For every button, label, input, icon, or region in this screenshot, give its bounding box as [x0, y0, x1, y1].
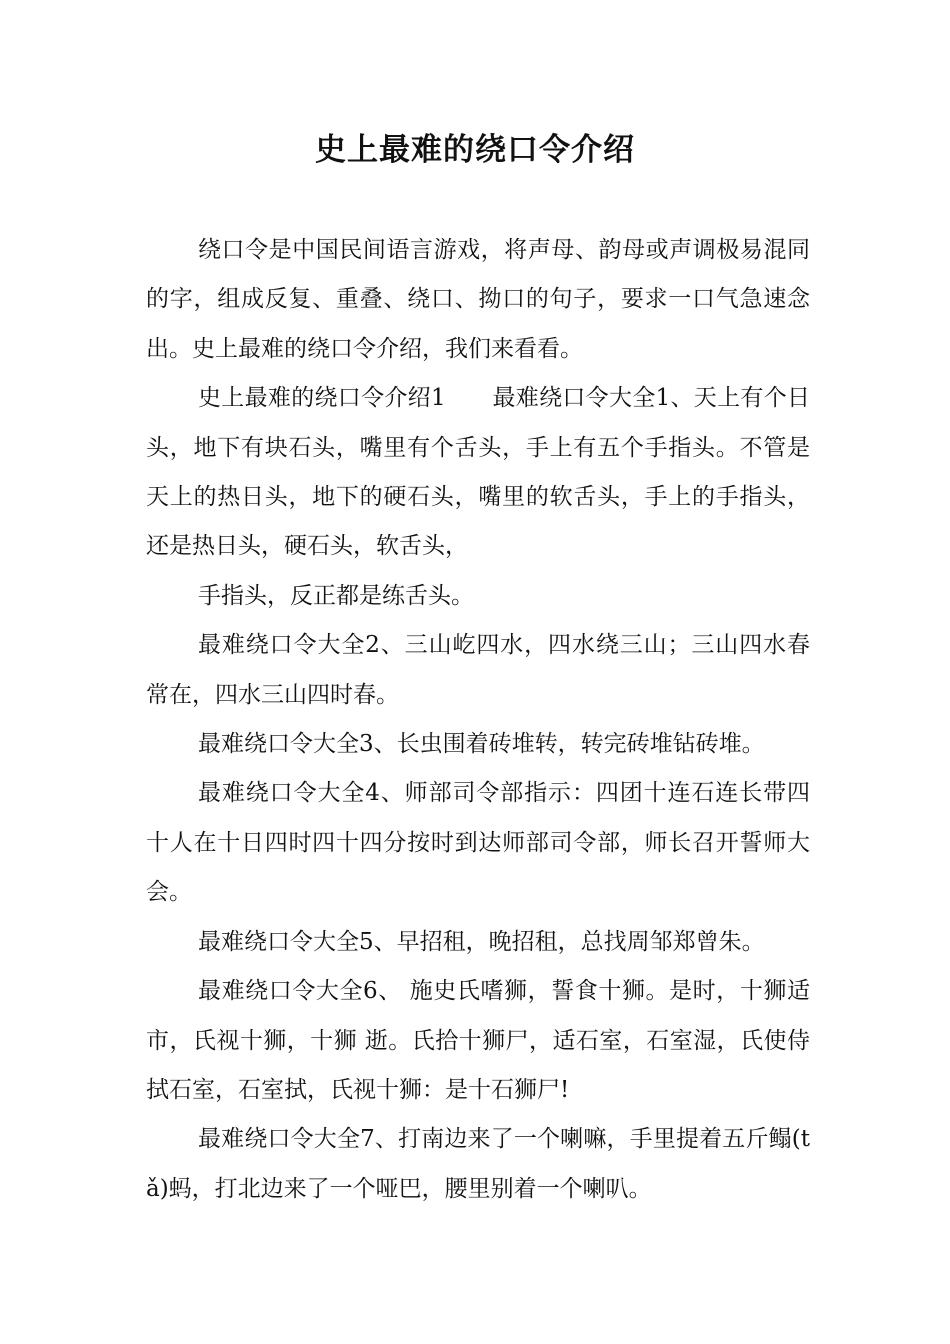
paragraph-tongue-twister-2: 最难绕口令大全2、三山屹四水，四水绕三山；三山四水春常在，四水三山四时春。	[146, 632, 810, 708]
paragraph-tongue-twister-5: 最难绕口令大全5、早招租，晚招租，总找周邹郑曾朱。	[198, 928, 765, 955]
paragraph-section-1-continued: 手指头，反正都是练舌头。	[198, 582, 474, 609]
document-title: 史上最难的绕口令介绍	[315, 132, 635, 168]
paragraph-tongue-twister-7: 最难绕口令大全7、打南边来了一个喇嘛，手里提着五斤鳎(tǎ)蚂，打北边来了一个哑巴，腰里别着一个喇叭。	[146, 1126, 810, 1202]
paragraph-tongue-twister-3: 最难绕口令大全3、长虫围着砖堆转，转完砖堆钻砖堆。	[198, 731, 765, 758]
paragraph-tongue-twister-4: 最难绕口令大全4、师部司令部指示：四团十连石连长带四十人在十日四时四十四分按时到达师部司令部，师长召开誓师大会。	[146, 780, 810, 906]
paragraph-intro: 绕口令是中国民间语言游戏，将声母、韵母或声调极易混同的字，组成反复、重叠、绕口、拗口的句子，要求一口气急速念出。史上最难的绕口令介绍，我们来看看。	[146, 237, 810, 362]
paragraph-section-1: 史上最难的绕口令介绍1 最难绕口令大全1、天上有个日头，地下有块石头，嘴里有个舌头，手上有五个手指头。不管是天上的热日头，地下的硬石头，嘴里的软舌头，手上的手指头，还是热日头，硬石头，软舌头，	[146, 385, 810, 560]
document-body	[146, 226, 810, 1214]
paragraph-tongue-twister-6: 最难绕口令大全6、 施史氏嗜狮，誓食十狮。是时，十狮适市，氏视十狮，十狮 逝。氏拾十狮尸，适石室，石室湿，氏使侍拭石室，石室拭，氏视十狮：是十石狮尸!	[146, 978, 810, 1103]
